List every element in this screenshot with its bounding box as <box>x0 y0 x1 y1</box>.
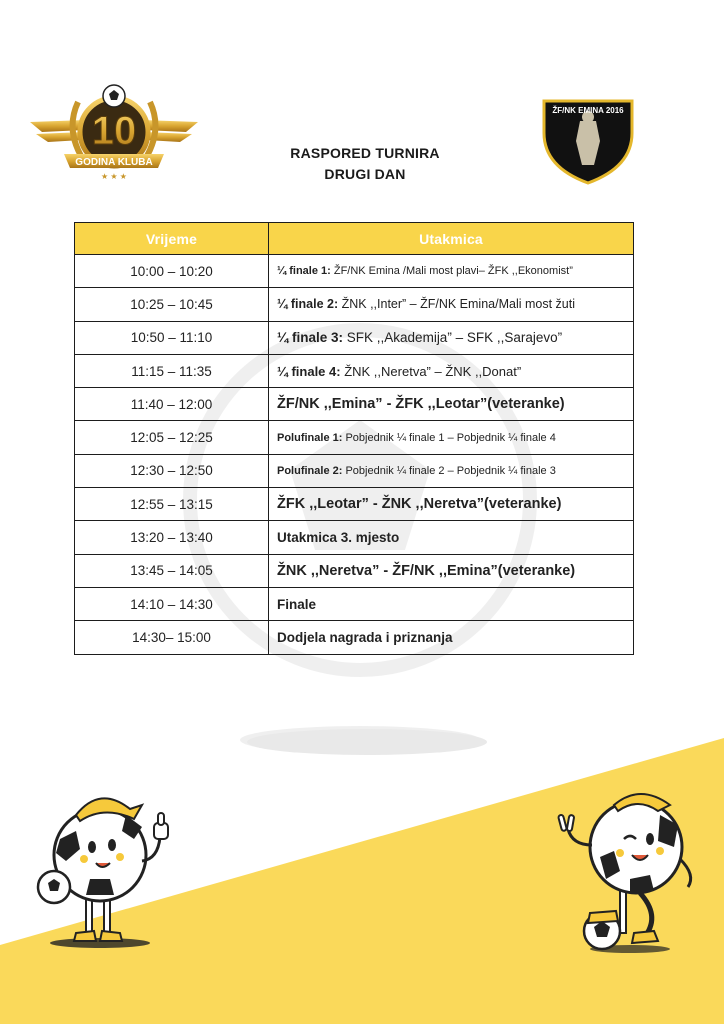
row-match <box>269 354 634 387</box>
table-header-row <box>75 223 634 255</box>
row-match <box>269 554 634 587</box>
match-text: ŽNK ,,Neretva” - ŽF/NK ,,Emina”(veteranke) <box>277 562 576 579</box>
badge-text: GODINA KLUBA <box>75 157 153 168</box>
table-row <box>75 288 634 321</box>
row-match <box>269 255 634 288</box>
table-row <box>75 488 634 521</box>
club-crest-icon <box>540 95 636 185</box>
match-label: Polufinale 1: <box>277 431 343 444</box>
row-time: 13:20 – 13:40 <box>75 521 269 554</box>
match-text: Pobjednik ¼ finale 2 – Pobjednik ¼ finale 3 <box>342 464 556 477</box>
row-match <box>269 587 634 620</box>
table-row <box>75 421 634 454</box>
row-time: 11:40 – 12:00 <box>75 388 269 421</box>
match-text: ŽF/NK ,,Emina” - ŽFK ,,Leotar”(veteranke) <box>277 396 565 413</box>
match-label: ¼ finale 3: <box>277 330 344 346</box>
row-time: 10:25 – 10:45 <box>75 288 269 321</box>
match-text: ŽF/NK Emina /Mali most plavi– ŽFK ,,Ekonomist” <box>330 265 573 278</box>
match-label: ¼ finale 2: <box>277 297 339 312</box>
schedule-table <box>74 222 634 655</box>
row-match <box>269 421 634 454</box>
row-match <box>269 521 634 554</box>
row-time: 12:30 – 12:50 <box>75 454 269 487</box>
ground-shadow <box>245 727 490 757</box>
header-time: Vrijeme <box>75 223 269 255</box>
table-row <box>75 354 634 387</box>
title-line-1: RASPORED TURNIRA <box>290 145 440 161</box>
crest-text: ŽF/NK EMINA 2016 <box>552 106 624 115</box>
match-text: ŽNK ,,Neretva” – ŽNK ,,Donat” <box>340 363 522 379</box>
football-mascot-peace-sign-icon <box>550 775 710 955</box>
row-match <box>269 621 634 654</box>
row-time: 10:00 – 10:20 <box>75 255 269 288</box>
table-row <box>75 388 634 421</box>
page-title <box>250 143 480 185</box>
table-row <box>75 621 634 654</box>
row-match <box>269 488 634 521</box>
match-text: Finale <box>277 596 317 612</box>
table-row <box>75 554 634 587</box>
match-text: Dodjela nagrada i priznanja <box>277 629 453 645</box>
match-label: ¼ finale 4: <box>277 363 341 379</box>
table-row <box>75 255 634 288</box>
row-match <box>269 454 634 487</box>
row-time: 14:10 – 14:30 <box>75 587 269 620</box>
match-label: ¼ finale 1: <box>277 265 331 278</box>
row-time: 14:30– 15:00 <box>75 621 269 654</box>
svg-text:★ ★ ★: ★ ★ ★ <box>101 172 127 181</box>
match-label: Polufinale 2: <box>277 464 343 477</box>
row-match <box>269 288 634 321</box>
row-match <box>269 388 634 421</box>
match-text: SFK ,,Akademija” – SFK ,,Sarajevo” <box>343 330 563 346</box>
row-match <box>269 321 634 354</box>
match-text: ŽNK ,,Inter” – ŽF/NK Emina/Mali most žuti <box>338 297 575 312</box>
badge-number: 10 <box>91 109 137 153</box>
anniversary-badge-icon <box>28 82 200 186</box>
football-mascot-thumbs-up-icon <box>30 775 180 950</box>
match-text: Utakmica 3. mjesto <box>277 530 400 546</box>
match-text: Pobjednik ¼ finale 1 – Pobjednik ¼ finale 4 <box>342 431 556 444</box>
table-row <box>75 321 634 354</box>
header-match: Utakmica <box>269 223 634 255</box>
title-line-2: DRUGI DAN <box>324 166 406 182</box>
table-row <box>75 587 634 620</box>
row-time: 12:05 – 12:25 <box>75 421 269 454</box>
row-time: 12:55 – 13:15 <box>75 488 269 521</box>
table-row <box>75 454 634 487</box>
match-text: ŽFK ,,Leotar” - ŽNK ,,Neretva”(veteranke) <box>277 496 562 513</box>
table-row <box>75 521 634 554</box>
row-time: 13:45 – 14:05 <box>75 554 269 587</box>
row-time: 10:50 – 11:10 <box>75 321 269 354</box>
row-time: 11:15 – 11:35 <box>75 354 269 387</box>
